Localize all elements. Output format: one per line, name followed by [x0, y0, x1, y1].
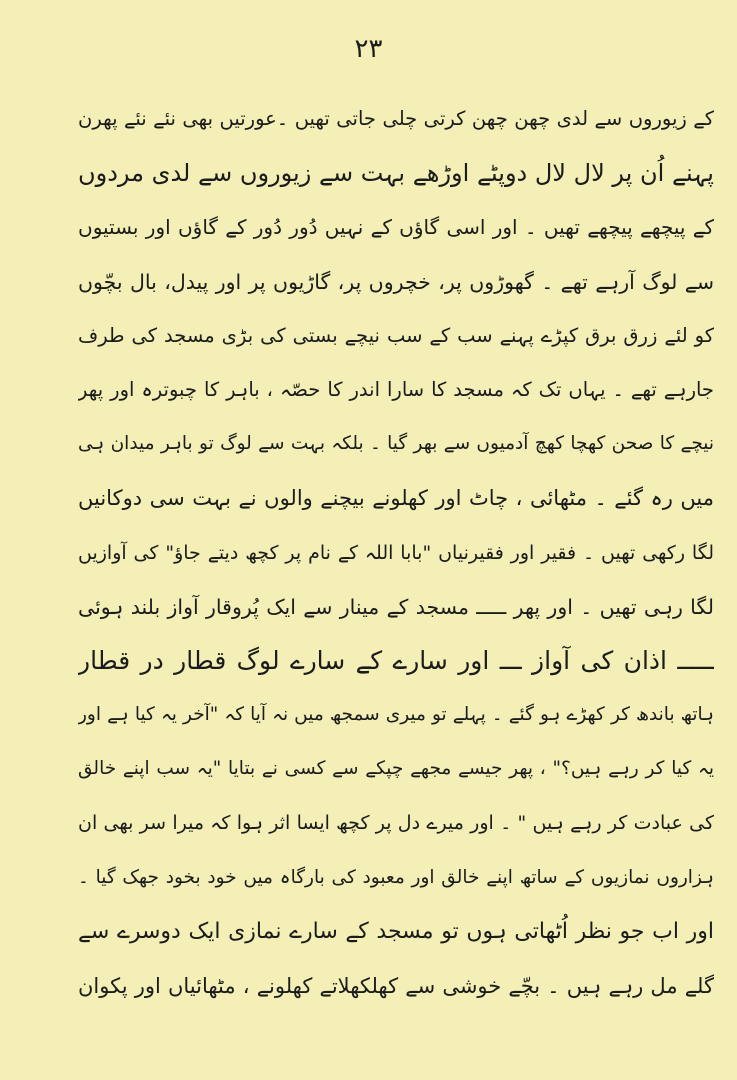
text-line: کے زیوروں سے لدی چھن چھن کرتی چلی جاتی تھیں ۔عورتیں بھی نئے نئے پھرن: [78, 107, 714, 130]
text-line: سے لوگ آرہے تھے ۔ گھوڑوں پر، خچروں پر، گاڑیوں پر اور پیدل، بال بچّوں: [78, 269, 714, 294]
text-line: لگا رکھی تھیں ۔ فقیر اور فقیرنیاں "بابا اللہ کے نام پر کچھ دیتے جاؤ" کی آوازیں: [78, 541, 714, 564]
text-line: لگا رہی تھیں ۔ اور پھر ـــــ مسجد کے مینار سے ایک پُروقار آواز بلند ہوئی: [78, 594, 714, 619]
text-line: ہزاروں نمازیوں کے ساتھ اپنے خالق اور معبود کی بارگاہ میں خود بخود جھک گیا ۔: [78, 866, 714, 888]
text-line: نیچے کا صحن کھچا کھچ آدمیوں سے بھر گیا ۔ بلکہ بہت سے لوگ تو باہر میدان ہی: [78, 433, 714, 455]
text-line: کے پیچھے پیچھے تھیں ۔ اور اسی گاؤں کے نہیں دُور دُور کے گاؤں اور بستیوں: [78, 215, 714, 240]
page-number: ۲۳: [354, 34, 383, 64]
text-line: ـــــ اذان کی آواز ـــ اور سارے کے سارے لوگ قطار در قطار: [78, 645, 714, 675]
text-line: پہنے اُن پر لال لال دوپٹے اوڑھے بہت سے زیوروں سے لدی مردوں: [78, 159, 714, 188]
body-text: [78, 92, 714, 1013]
text-line: ہاتھ باندھ کر کھڑے ہو گئے ۔ پہلے تو میری سمجھ میں نہ آیا کہ "آخر یہ کیا ہے اور: [78, 704, 714, 726]
text-line: اور اب جو نظر اُٹھاتی ہوں تو مسجد کے سارے نمازی ایک دوسرے سے: [78, 918, 714, 944]
text-line: کو لئے زرق برق کپڑے پہنے سب کے سب نیچے بستی کی بڑی مسجد کی طرف: [78, 323, 714, 347]
text-line: کی عبادت کر رہے ہیں " ۔ اور میرے دل پر کچھ ایسا اثر ہوا کہ میرا سر بھی ان: [78, 812, 714, 835]
text-line: یہ کیا کر رہے ہیں؟" ، پھر جیسے مجھے چپکے سے کسی نے بتایا "یہ سب اپنے خالق: [78, 758, 714, 780]
text-line: جارہے تھے ۔ یہاں تک کہ مسجد کا سارا اندر کا حصّہ ، باہر کا چبوترہ اور پھر: [78, 377, 714, 401]
text-line: میں رہ گئے ۔ مٹھائی ، چاٹ اور کھلونے بیچنے والوں نے بہت سی دوکانیں: [78, 486, 714, 511]
text-line: گلے مل رہے ہیں ۔ بچّے خوشی سے کھلکھلاتے کھلونے ، مٹھائیاں اور پکوان: [78, 974, 714, 998]
